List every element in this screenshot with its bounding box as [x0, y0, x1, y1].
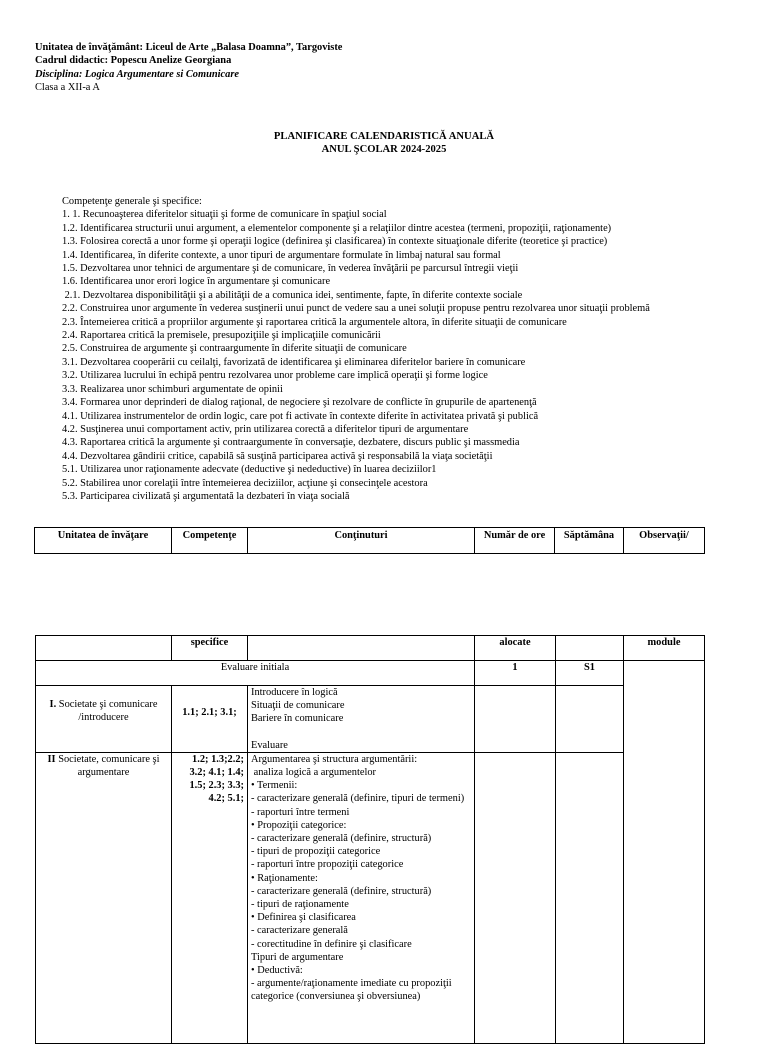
- content-line: - argumente/raţionamente imediate cu propoziţii categorice (conversiunea şi obversiunea): [251, 978, 452, 1003]
- content-line: - raporturi între termeni: [251, 806, 350, 818]
- table-header-continuation-row: [36, 636, 705, 661]
- document-header: [35, 41, 342, 95]
- content-line: Introducere în logică: [251, 687, 338, 698]
- document-title: [0, 130, 768, 157]
- unit-contents: [248, 752, 475, 1043]
- competence-item: 4.2. Susţinerea unui comportament activ, prin utilizarea corectă a diferitelor tipuri de argumentare: [62, 423, 469, 435]
- unit-number: II: [47, 753, 56, 765]
- content-line: - corectitudine în definire şi clasificare: [251, 938, 412, 950]
- unit-cell: [36, 686, 172, 753]
- competence-item: 5.2. Stabilirea unor corelaţii între întemeierea deciziilor, acţiune şi consecinţele acestora: [62, 477, 428, 489]
- table-row: [36, 686, 705, 753]
- competences-list: [62, 195, 650, 503]
- col-week-header: Săptămâna: [555, 528, 624, 554]
- table-row: [36, 752, 705, 1043]
- col-competences-header-cont: specifice: [172, 636, 248, 661]
- content-line: Bariere în comunicare: [251, 713, 344, 725]
- col-observations-header-cont: module: [624, 636, 705, 661]
- content-line: • Deductivă:: [251, 965, 303, 977]
- unit-cell: [36, 752, 172, 1043]
- content-line: Situaţii de comunicare: [251, 700, 345, 712]
- content-line: • Definirea şi clasificarea: [251, 912, 356, 924]
- content-line: - tipuri de raţionamente: [251, 899, 349, 911]
- unit-competences: 1.1; 2.1; 3.1;: [172, 686, 248, 753]
- competences-heading: Competenţe generale şi specifice:: [62, 196, 202, 207]
- eval-hours: 1: [475, 661, 556, 686]
- title-line-2: ANUL ŞCOLAR 2024-2025: [321, 144, 447, 156]
- competence-item: 1.5. Dezvoltarea unor tehnici de argumentare şi de comunicare, în vederea învăţării pe parcursul întregii vieţii: [62, 263, 519, 275]
- discipline-line: Disciplina: Logica Argumentare si Comunicare: [35, 68, 239, 80]
- table-row: [36, 661, 705, 686]
- table-header-row: [35, 528, 705, 554]
- competence-item: 1.6. Identificarea unor erori logice în argumentare şi comunicare: [62, 276, 331, 288]
- content-line: - raporturi între propoziţii categorice: [251, 859, 404, 871]
- content-line: - caracterizare generală (definire, structură): [251, 885, 432, 897]
- content-line: • Propoziţii categorice:: [251, 819, 347, 831]
- school-line: Unitatea de învăţământ: Liceul de Arte „Balasa Doamna”, Targoviste: [35, 42, 343, 53]
- teacher-line: Cadrul didactic: Popescu Anelize Georgiana: [35, 55, 232, 67]
- col-contents-header: Conţinuturi: [248, 528, 475, 554]
- competence-item: 4.4. Dezvoltarea gândirii critice, capabilă să susţină participarea activă şi responsabilă la viaţa societăţii: [62, 450, 493, 462]
- content-line: - caracterizare generală (definire, structură): [251, 833, 432, 845]
- title-line-1: PLANIFICARE CALENDARISTICĂ ANUALĂ: [273, 131, 495, 142]
- planning-table: [35, 635, 705, 1044]
- content-line: analiza logică a argumentelor: [251, 767, 377, 779]
- competence-item: 4.3. Raportarea critică la argumente şi contraargumente în conversaţie, dezbatere, discurs public şi massmedia: [62, 437, 520, 449]
- unit-title: Societate şi comunicare /introducere: [58, 699, 158, 724]
- competence-item: 1.3. Folosirea corectă a unor forme şi operaţii logice (definirea şi clasificarea) în contexte situaţionale diferite (teoretice şi practice): [62, 236, 608, 248]
- competence-item: 5.3. Participarea civilizată şi argumentată la dezbateri în viaţa socială: [62, 490, 350, 502]
- eval-week: S1: [556, 661, 624, 686]
- unit-title: Societate, comunicare şi argumentare: [58, 753, 160, 779]
- competence-item: 5.1. Utilizarea unor raţionamente adecvate (deductive şi nedeductive) în luarea deciziilor1: [62, 464, 437, 476]
- col-observations-header: Observaţii/: [624, 528, 705, 554]
- content-line: - tipuri de propoziţii categorice: [251, 846, 381, 858]
- unit-number: I.: [49, 699, 57, 710]
- competence-item: 1. 1. Recunoaşterea diferitelor situaţii şi forme de comunicare în spaţiul social: [62, 209, 387, 221]
- content-line: - caracterizare generală (definire, tipuri de termeni): [251, 793, 465, 805]
- content-line: • Raţionamente:: [251, 872, 318, 884]
- observations-cell: [624, 661, 705, 1044]
- competence-item: 2.3. Întemeierea critică a propriilor argumente şi raportarea critică la argumentele altora, în diferite situaţii de comunicare: [62, 316, 567, 328]
- competence-item: 1.4. Identificarea, în diferite contexte, a unor tipuri de argumentare formulate în limbaj natural sau formal: [62, 249, 501, 261]
- content-line: - caracterizare generală: [251, 925, 348, 937]
- content-line: [251, 726, 471, 739]
- competence-item: 2.5. Construirea de argumente şi contraargumente în diferite situaţii de comunicare: [62, 343, 407, 355]
- content-line: Argumentarea şi structura argumentării:: [251, 753, 418, 765]
- competence-item: 2.4. Raportarea critică la premisele, presupoziţiile şi implicaţiile comunicării: [62, 330, 381, 342]
- competence-item: 3.4. Formarea unor deprinderi de dialog raţional, de negociere şi rezolvare de conflicte în grupurile de apartenenţă: [62, 397, 537, 409]
- competence-item: 2.2. Construirea unor argumente în vederea susţinerii unui punct de vedere sau a unei soluţii propuse pentru rezolvarea unor situaţii problemă: [62, 303, 650, 315]
- col-unit-header: Unitatea de învăţare: [35, 528, 172, 554]
- unit-contents: [248, 686, 475, 753]
- unit-competences: 1.2; 1.3;2.2; 3.2; 4.1; 1.4; 1.5; 2.3; 3.3; 4.2; 5.1;: [172, 752, 248, 1043]
- competence-item: 2.1. Dezvoltarea disponibilităţii şi a abilităţii de a comunica idei, sentimente, fapte, în diferite contexte sociale: [62, 289, 523, 301]
- competence-item: 4.1. Utilizarea instrumentelor de ordin logic, care pot fi activate în contexte diferite în activitatea privată şi publică: [62, 410, 539, 422]
- content-line: Tipuri de argumentare: [251, 951, 344, 963]
- eval-label: Evaluare initiala: [36, 661, 475, 686]
- competence-item: 3.3. Realizarea unor schimburi argumentate de opinii: [62, 383, 283, 395]
- col-hours-header-cont: alocate: [475, 636, 556, 661]
- competence-item: 3.2. Utilizarea lucrului în echipă pentru rezolvarea unor probleme care implică operaţii şi forme logice: [62, 370, 488, 382]
- competence-item: 1.2. Identificarea structurii unui argument, a elementelor componente şi a relaţiilor dintre acestea (termeni, propoziţii, raţionamente): [62, 222, 612, 234]
- col-competences-header: Competenţe: [172, 528, 248, 554]
- content-line: • Termenii:: [251, 780, 298, 792]
- content-line: Evaluare: [251, 739, 288, 751]
- class-line: Clasa a XII-a A: [35, 82, 100, 94]
- competence-item: 3.1. Dezvoltarea cooperării cu ceilalţi, favorizată de identificarea şi eliminarea diferitelor bariere în comunicare: [62, 356, 526, 368]
- planning-table-header: [34, 527, 705, 554]
- col-hours-header: Număr de ore: [475, 528, 555, 554]
